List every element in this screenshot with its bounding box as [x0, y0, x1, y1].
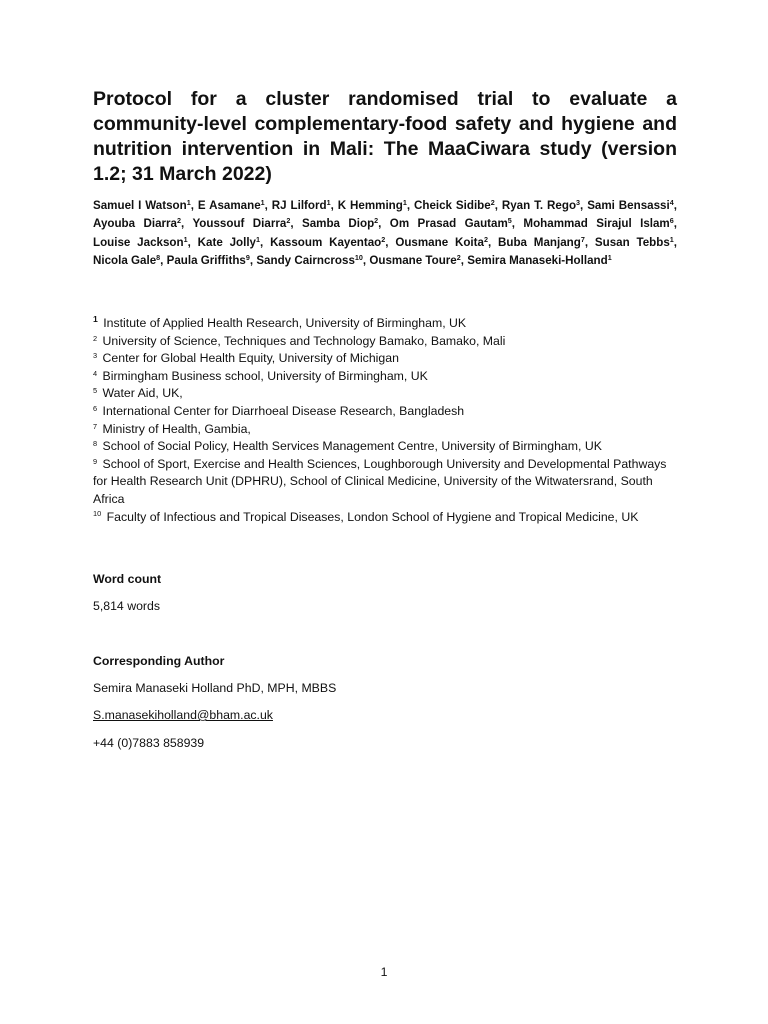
affiliation-text: Water Aid, UK,	[102, 386, 183, 401]
author-affiliation-marker: 2	[490, 198, 495, 208]
affiliation-number: 2	[93, 333, 98, 343]
author-affiliation-marker: 9	[245, 253, 250, 263]
affiliation-number: 6	[93, 403, 98, 413]
affiliation-text: Ministry of Health, Gambia,	[102, 421, 251, 436]
author-name: Susan Tebbs	[594, 235, 670, 249]
author-affiliation-marker: 4	[669, 198, 674, 208]
paper-title: Protocol for a cluster randomised trial to evaluate a community-level complementary-food safety and hygiene and nutrition intervention in Mali: The MaaCiwara study (version 1.2; 31 March 2022)	[93, 88, 677, 185]
author-name: Sandy Cairncross	[256, 254, 355, 268]
author-name: Semira Manaseki-Holland	[467, 254, 608, 268]
author-affiliation-marker: 1	[326, 198, 331, 208]
author-name: Nicola Gale	[93, 254, 157, 268]
affiliation-text: Center for Global Health Equity, University of Michigan	[102, 351, 399, 366]
affiliation-number: 8	[93, 439, 98, 449]
corresponding-author-heading: Corresponding Author	[93, 654, 225, 668]
author-list: Samuel I Watson$^1$, E Asamane$^1$, RJ Lilford$^1$, K Hemming$^1$, Cheick Sidibe$^2$, Ryan T. Rego$^3$, Sami Bensassi$^4$, Ayouba Diarra$^2$, Youssouf Diarra$^2$, Samba Diop$^2$, Om Prasad Gautam$^5$, Mohammad Sirajul Islam$^6$, Louise Jackson$^1$, Kate Jolly$^1$, Kassoum Kayentao$^2$, Ousmane Koita$^2$, Buba Manjang$^7$, Susan Tebbs$^1$, Nicola Gale$^8$, Paula Griffiths$^9$, Sandy Cairncross$^{10}$, Ousmane Toure$^2$, Semira Manaseki-Holland$^1$	[93, 198, 677, 268]
author-name: Louise Jackson	[93, 235, 184, 249]
author-affiliation-marker: 7	[580, 234, 585, 244]
affiliation-text: Faculty of Infectious and Tropical Diseases, London School of Hygiene and Tropical Medicine, UK	[106, 509, 639, 524]
affiliation-text: Institute of Applied Health Research, University of Birmingham, UK	[103, 316, 467, 330]
author-affiliation-marker: 1	[260, 198, 265, 208]
corresponding-author-phone: +44 (0)7883 858939	[93, 736, 205, 750]
affiliation-number: 7	[93, 421, 98, 431]
author-name: RJ Lilford	[271, 199, 327, 212]
author-affiliation-marker: 6	[669, 216, 674, 226]
affiliation-item	[93, 403, 677, 421]
author-name: Ryan T. Rego	[501, 199, 577, 212]
author-name: Kassoum Kayentao	[270, 235, 382, 249]
affiliation-item	[93, 456, 677, 509]
author-affiliation-marker: 1	[669, 234, 674, 244]
author-affiliation-marker: 2	[374, 216, 379, 226]
affiliation-text: School of Sport, Exercise and Health Sciences, Loughborough University and Developmental Pathways for Health Research Unit (DPHRU), School of Clinical Medicine, University of the Witwatersrand, South Africa	[93, 456, 667, 506]
author-name: Youssouf Diarra	[192, 217, 287, 231]
author-name: Samba Diop	[301, 217, 375, 231]
affiliation-item	[93, 333, 677, 351]
affiliation-item	[93, 421, 677, 439]
author-affiliation-marker: 2	[381, 234, 386, 244]
affiliation-text: Birmingham Business school, University of Birmingham, UK	[102, 368, 428, 383]
affiliation-text: University of Science, Techniques and Technology Bamako, Bamako, Mali	[102, 333, 506, 348]
affiliation-number: 5	[93, 386, 98, 396]
word-count-value: 5,814 words	[93, 599, 160, 613]
author-affiliation-marker: 1	[183, 234, 188, 244]
author-name: E Asamane	[197, 199, 261, 212]
author-affiliation-marker: 1	[186, 198, 191, 208]
author-affiliation-marker: 8	[156, 253, 161, 263]
author-affiliation-marker: 5	[507, 216, 512, 226]
affiliation-text: School of Social Policy, Health Services Management Centre, University of Birmingham, UK	[102, 439, 602, 454]
affiliation-item	[93, 385, 677, 403]
author-name: Samuel I Watson	[93, 199, 187, 212]
affiliation-text: International Center for Diarrhoeal Disease Research, Bangladesh	[102, 403, 465, 418]
author-affiliation-marker: 3	[576, 198, 581, 208]
author-name: Ousmane Toure	[369, 254, 457, 268]
author-name: Ousmane Koita	[395, 235, 484, 249]
affiliation-item	[93, 509, 677, 527]
author-name: Kate Jolly	[197, 235, 257, 249]
author-name: Sami Bensassi	[587, 199, 670, 212]
author-affiliation-marker: 10	[354, 253, 363, 263]
author-affiliation-marker: 2	[177, 216, 182, 226]
affiliation-number: 3	[93, 351, 98, 361]
author-name: Om Prasad Gautam	[389, 217, 508, 231]
affiliation-list	[93, 315, 677, 526]
affiliation-item	[93, 438, 677, 456]
author-name: Cheick Sidibe	[413, 199, 491, 212]
author-name: K Hemming	[337, 199, 403, 212]
author-affiliation-marker: 2	[286, 216, 291, 226]
page-number: 1	[380, 965, 388, 979]
author-affiliation-marker: 1	[607, 253, 612, 263]
affiliation-item	[93, 350, 677, 368]
affiliation-number: 4	[93, 368, 98, 378]
affiliation-number: 10	[93, 509, 102, 519]
affiliation-item	[93, 315, 677, 333]
affiliation-number: 1	[93, 314, 98, 325]
corresponding-author-name: Semira Manaseki Holland PhD, MPH, MBBS	[93, 681, 337, 695]
affiliation-item	[93, 368, 677, 386]
author-affiliation-marker: 1	[402, 198, 407, 208]
corresponding-author-email-link[interactable]: S.manasekiholland@bham.ac.uk	[93, 708, 273, 722]
author-affiliation-marker: 1	[256, 234, 261, 244]
author-affiliation-marker: 2	[483, 234, 488, 244]
author-affiliation-marker: 2	[456, 253, 461, 263]
author-name: Paula Griffiths	[166, 254, 246, 268]
author-name: Mohammad Sirajul Islam	[523, 217, 670, 231]
affiliation-number: 9	[93, 456, 98, 466]
word-count-heading: Word count	[93, 572, 162, 586]
author-name: Buba Manjang	[498, 235, 581, 249]
author-name: Ayouba Diarra	[93, 217, 178, 231]
